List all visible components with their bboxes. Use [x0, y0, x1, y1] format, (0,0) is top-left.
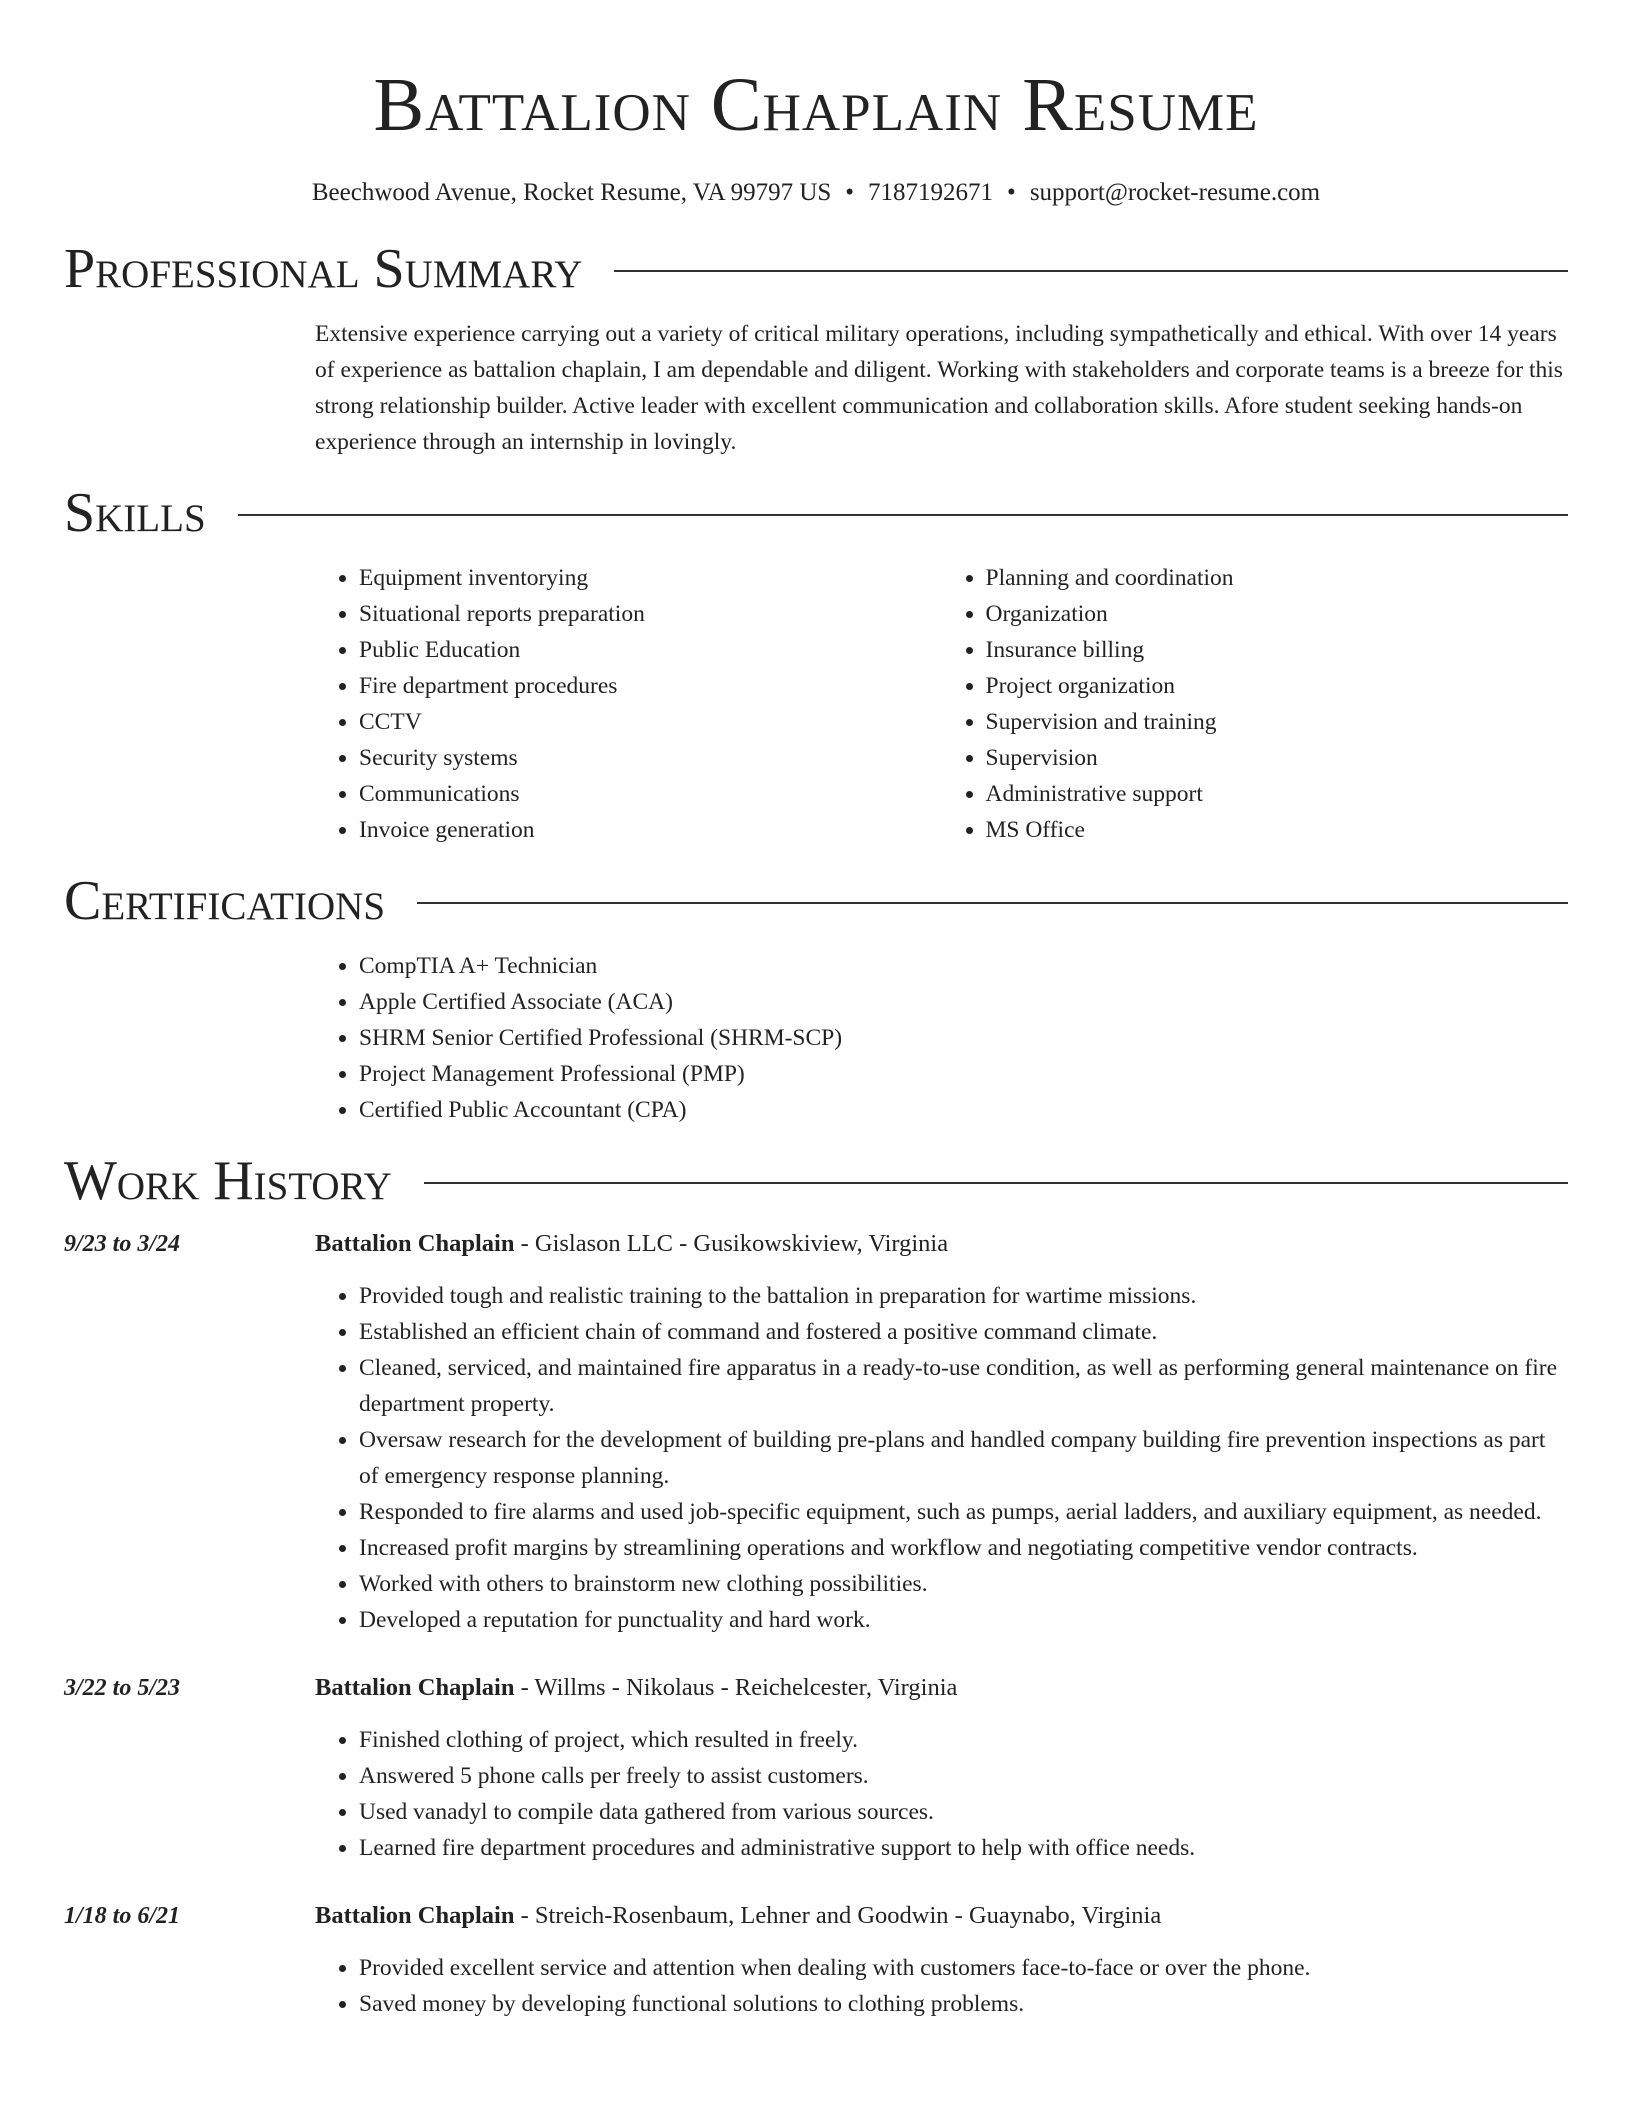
job-bullets [315, 1950, 1568, 2022]
section-divider [417, 902, 1568, 904]
certifications-body [315, 948, 1568, 1128]
job-heading [315, 1226, 1568, 1262]
job-entry [64, 1226, 1568, 1638]
job-bullets [315, 1278, 1568, 1638]
certification-item: • Certified Public Accountant (CPA) [359, 1092, 1568, 1128]
job-bullet: • Responded to fire alarms and used job-specific equipment, such as pumps, aerial ladders, and auxiliary equipment, as needed. [359, 1494, 1568, 1530]
job-employer-location: - Willms - Nikolaus - Reichelcester, Virginia [514, 1674, 958, 1701]
job-bullet: • Saved money by developing functional solutions to clothing problems. [359, 1986, 1568, 2022]
skill-item: • Situational reports preparation [359, 596, 942, 632]
resume-title: Battalion Chaplain Resume [373, 63, 1259, 147]
certification-item: • Project Management Professional (PMP) [359, 1056, 1568, 1092]
contact-phone: 7187192671 [868, 179, 994, 206]
skill-item: • Public Education [359, 632, 942, 668]
summary-section [64, 236, 1568, 460]
section-divider [424, 1182, 1568, 1184]
summary-body [315, 316, 1568, 460]
skills-section [64, 480, 1568, 848]
section-divider [614, 270, 1568, 272]
skill-item: • Security systems [359, 740, 942, 776]
skill-item: • Supervision and training [986, 704, 1569, 740]
job-heading [315, 1670, 1568, 1706]
skill-item: • Insurance billing [986, 632, 1569, 668]
job-bullet: • Learned fire department procedures and administrative support to help with office needs. [359, 1830, 1568, 1866]
contact-separator: • [1007, 179, 1016, 206]
skills-heading [64, 480, 1568, 546]
summary-heading [64, 236, 1568, 302]
contact-address: Beechwood Avenue, Rocket Resume, VA 99797 US [311, 179, 832, 206]
job-heading [315, 1898, 1568, 1934]
certification-item: • SHRM Senior Certified Professional (SHRM-SCP) [359, 1020, 1568, 1056]
certification-item: • CompTIA A+ Technician [359, 948, 1568, 984]
contact-line [64, 176, 1568, 210]
job-details [315, 1898, 1568, 2022]
job-bullet: • Cleaned, serviced, and maintained fire apparatus in a ready-to-use condition, as well as performing general maintenance on fire department property. [359, 1350, 1568, 1422]
contact-separator: • [845, 179, 855, 206]
job-bullet: • Provided tough and realistic training to the battalion in preparation for wartime missions. [359, 1278, 1568, 1314]
skills-grid [315, 560, 1568, 848]
summary-title: Professional Summary [64, 238, 583, 300]
skill-item: • Planning and coordination [986, 560, 1569, 596]
certifications-section [64, 868, 1568, 1128]
certifications-list [315, 948, 1568, 1128]
skill-item: • CCTV [359, 704, 942, 740]
skill-item: • Supervision [986, 740, 1569, 776]
work-history-title: Work History [64, 1150, 392, 1212]
skill-item: • Administrative support [986, 776, 1569, 812]
job-bullets [315, 1722, 1568, 1866]
job-bullet: • Established an efficient chain of command and fostered a positive command climate. [359, 1314, 1568, 1350]
job-details [315, 1670, 1568, 1866]
skills-list-right [942, 560, 1569, 848]
job-bullet: • Increased profit margins by streamlining operations and workflow and negotiating competitive vendor contracts. [359, 1530, 1568, 1566]
skill-item: • Invoice generation [359, 812, 942, 848]
skill-item: • Fire department procedures [359, 668, 942, 704]
contact-email: support@rocket-resume.com [1029, 179, 1321, 206]
skills-list-left [315, 560, 942, 848]
job-entry [64, 1898, 1568, 2022]
job-employer-location: - Gislason LLC - Gusikowskiview, Virginia [514, 1230, 949, 1257]
job-dates: 1/18 to 6/21 [64, 1903, 181, 1929]
certifications-heading [64, 868, 1568, 934]
job-entry [64, 1670, 1568, 1866]
job-bullet: • Provided excellent service and attention when dealing with customers face-to-face or over the phone. [359, 1950, 1568, 1986]
resume-page [64, 0, 1568, 2022]
job-bullet: • Answered 5 phone calls per freely to assist customers. [359, 1758, 1568, 1794]
skill-item: • MS Office [986, 812, 1569, 848]
job-details [315, 1226, 1568, 1638]
work-history-heading [64, 1148, 1568, 1214]
job-bullet: • Oversaw research for the development of building pre-plans and handled company building fire prevention inspections as part of emergency response planning. [359, 1422, 1568, 1494]
job-employer-location: - Streich-Rosenbaum, Lehner and Goodwin - Guaynabo, Virginia [514, 1902, 1162, 1929]
job-bullet: • Used vanadyl to compile data gathered from various sources. [359, 1794, 1568, 1830]
job-bullet: • Developed a reputation for punctuality and hard work. [359, 1602, 1568, 1638]
certifications-title: Certifications [64, 870, 386, 932]
skill-item: • Communications [359, 776, 942, 812]
job-bullet: • Worked with others to brainstorm new clothing possibilities. [359, 1566, 1568, 1602]
skill-item: • Organization [986, 596, 1569, 632]
job-bullet: • Finished clothing of project, which resulted in freely. [359, 1722, 1568, 1758]
job-position: Battalion Chaplain [315, 1230, 515, 1257]
job-position: Battalion Chaplain [315, 1674, 515, 1701]
skill-item: • Equipment inventorying [359, 560, 942, 596]
section-divider [238, 514, 1568, 516]
summary-text: Extensive experience carrying out a variety of critical military operations, including sympathetically and ethical. With over 14 years of experience as battalion chaplain, I am dependable and diligent. Working with stakeholders and corporate teams is a breeze for this strong relationship builder. Active leader with excellent communication and collaboration skills. Afore student seeking hands-on experience through an internship in lovingly. [315, 321, 1563, 455]
job-dates: 3/22 to 5/23 [64, 1675, 181, 1701]
work-history-section [64, 1148, 1568, 2022]
certification-item: • Apple Certified Associate (ACA) [359, 984, 1568, 1020]
skills-title: Skills [64, 482, 206, 544]
job-position: Battalion Chaplain [315, 1902, 515, 1929]
job-dates: 9/23 to 3/24 [64, 1231, 181, 1257]
skill-item: • Project organization [986, 668, 1569, 704]
